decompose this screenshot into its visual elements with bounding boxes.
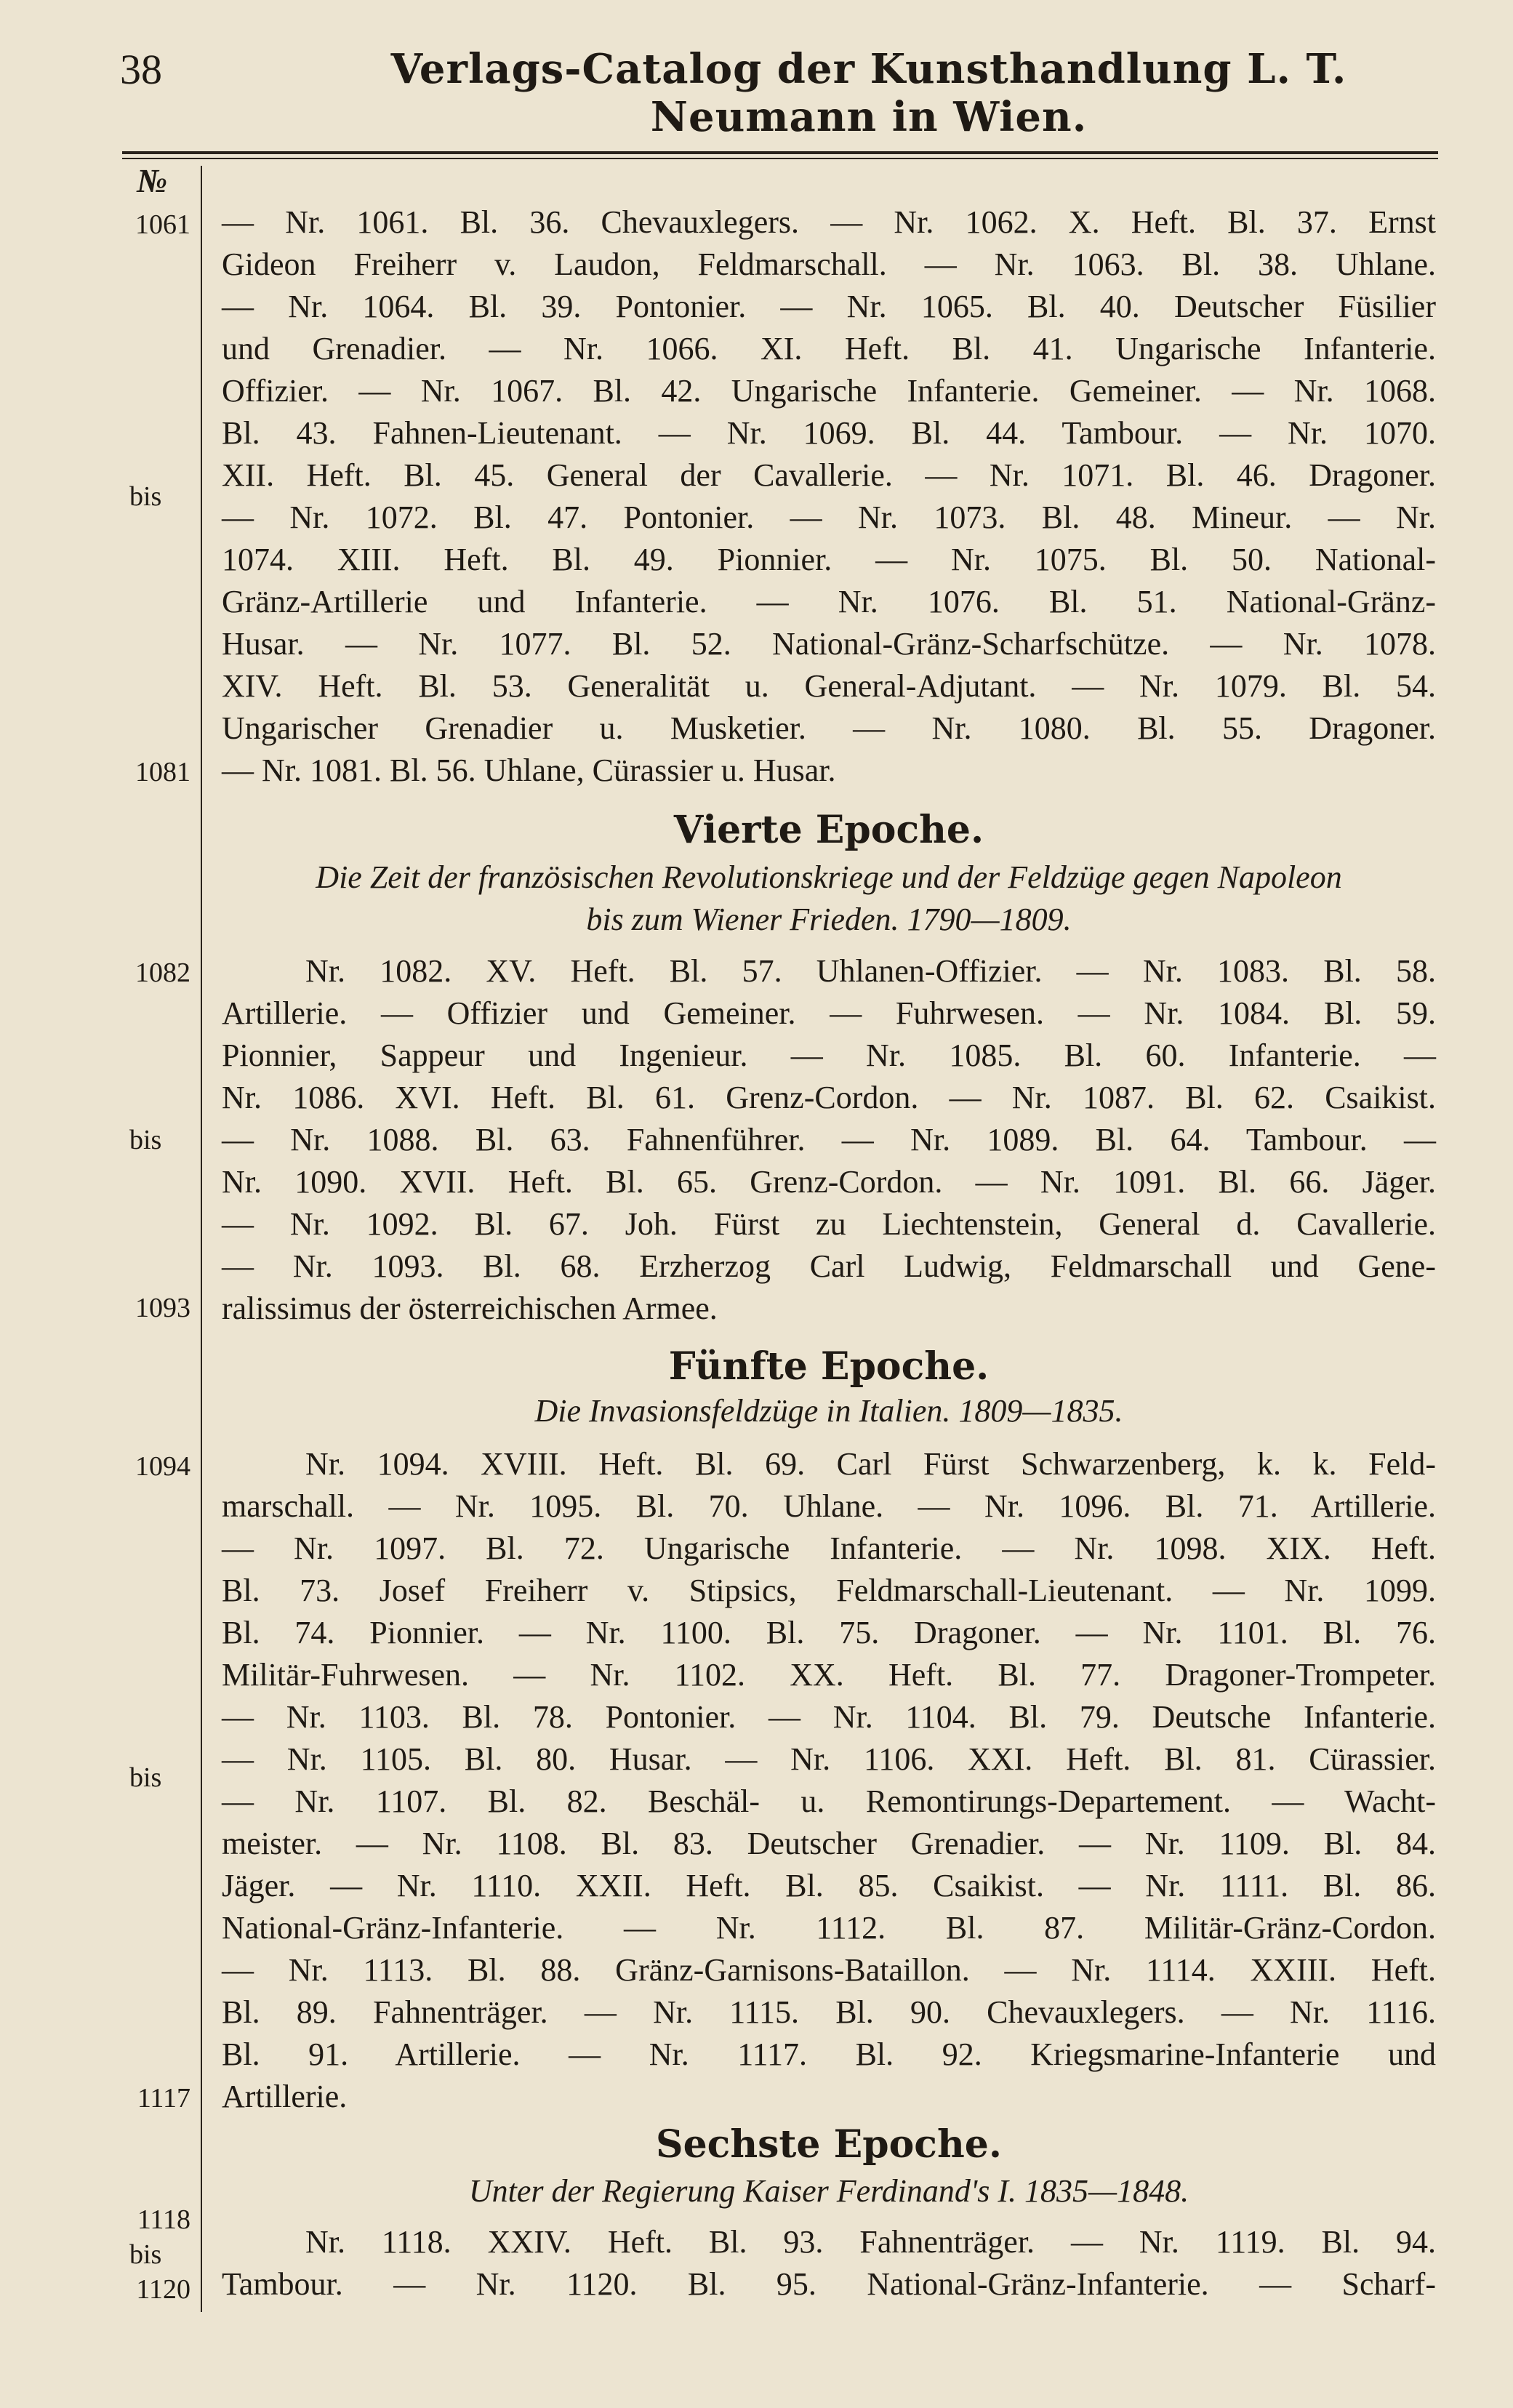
number-column-label: № bbox=[137, 162, 168, 199]
epoch-subtitle: Unter der Regierung Kaiser Ferdinand's I. 1835—1848. bbox=[468, 2173, 1189, 2209]
text-line: meister. — Nr. 1108. Bl. 83. Deutscher Grenadier. — Nr. 1109. Bl. 84. bbox=[222, 1826, 1436, 1861]
text-line: — Nr. 1097. Bl. 72. Ungarische Infanterie. — Nr. 1098. XIX. Heft. bbox=[222, 1530, 1436, 1566]
header-rule-thick bbox=[122, 151, 1438, 154]
text-line: — Nr. 1093. Bl. 68. Erzherzog Carl Ludwig, Feldmarschall und Gene- bbox=[222, 1248, 1436, 1284]
margin-number: 1093 bbox=[135, 1293, 190, 1323]
entries-1061-1081 bbox=[222, 201, 1436, 792]
text-line: Husar. — Nr. 1077. Bl. 52. National-Gränz-Scharfschütze. — Nr. 1078. bbox=[222, 626, 1436, 662]
text-line: Bl. 74. Pionnier. — Nr. 1100. Bl. 75. Dragoner. — Nr. 1101. Bl. 76. bbox=[222, 1615, 1436, 1650]
margin-number: 1120 bbox=[136, 2274, 190, 2305]
text-line: — Nr. 1072. Bl. 47. Pontonier. — Nr. 1073. Bl. 48. Mineur. — Nr. bbox=[222, 499, 1436, 535]
text-line: Gränz-Artillerie und Infanterie. — Nr. 1076. Bl. 51. National-Gränz- bbox=[222, 584, 1436, 619]
text-line: Artillerie. bbox=[222, 2079, 348, 2114]
text-line: — Nr. 1092. Bl. 67. Joh. Fürst zu Liechtenstein, General d. Cavallerie. bbox=[222, 1206, 1436, 1242]
text-line: Nr. 1082. XV. Heft. Bl. 57. Uhlanen-Offizier. — Nr. 1083. Bl. 58. bbox=[305, 953, 1436, 989]
text-line: marschall. — Nr. 1095. Bl. 70. Uhlane. — Nr. 1096. Bl. 71. Artillerie. bbox=[222, 1488, 1436, 1524]
text-line: — Nr. 1113. Bl. 88. Gränz-Garnisons-Bataillon. — Nr. 1114. XXIII. Heft. bbox=[222, 1952, 1436, 1988]
running-head: Verlags-Catalog der Kunsthandlung L. T. Neumann in Wien. bbox=[390, 45, 1347, 141]
text-line: Jäger. — Nr. 1110. XXII. Heft. Bl. 85. Csaikist. — Nr. 1111. Bl. 86. bbox=[222, 1868, 1436, 1903]
text-line: Militär-Fuhrwesen. — Nr. 1102. XX. Heft. Bl. 77. Dragoner-Trompeter. bbox=[222, 1657, 1436, 1693]
page-number: 38 bbox=[120, 46, 162, 93]
epoch-heading: Vierte Epoche. bbox=[673, 808, 984, 852]
text-line: — Nr. 1105. Bl. 80. Husar. — Nr. 1106. XXI. Heft. Bl. 81. Cürassier. bbox=[222, 1741, 1436, 1777]
text-line: — Nr. 1064. Bl. 39. Pontonier. — Nr. 1065. Bl. 40. Deutscher Füsilier bbox=[222, 289, 1436, 324]
text-line: und Grenadier. — Nr. 1066. XI. Heft. Bl. 41. Ungarische Infanterie. bbox=[222, 331, 1436, 366]
entries-1094-1117 bbox=[222, 1443, 1436, 2118]
entries-1118-1120 bbox=[222, 2221, 1436, 2305]
text-line: Tambour. — Nr. 1120. Bl. 95. National-Gränz-Infanterie. — Scharf- bbox=[222, 2266, 1436, 2302]
epoch-heading: Sechste Epoche. bbox=[656, 2122, 1002, 2167]
margin-number: 1061 bbox=[135, 209, 190, 240]
epoch-subtitle: Die Zeit der französischen Revolutionskriege und der Feldzüge gegen Napoleon bbox=[316, 859, 1342, 895]
text-line: Pionnier, Sappeur und Ingenieur. — Nr. 1085. Bl. 60. Infanterie. — bbox=[222, 1038, 1436, 1073]
margin-number: 1118 bbox=[137, 2204, 190, 2235]
margin-number: 1081 bbox=[135, 757, 190, 787]
margin-column-rule bbox=[201, 166, 202, 2312]
text-line: XII. Heft. Bl. 45. General der Cavallerie. — Nr. 1071. Bl. 46. Dragoner. bbox=[222, 457, 1436, 493]
margin-bis: bis bbox=[129, 1762, 162, 1793]
text-line: Bl. 43. Fahnen-Lieutenant. — Nr. 1069. Bl. 44. Tambour. — Nr. 1070. bbox=[222, 415, 1436, 451]
text-line: XIV. Heft. Bl. 53. Generalität u. General-Adjutant. — Nr. 1079. Bl. 54. bbox=[222, 668, 1436, 704]
text-line: — Nr. 1107. Bl. 82. Beschäl- u. Remontirungs-Departement. — Wacht- bbox=[222, 1783, 1436, 1819]
text-line: Bl. 73. Josef Freiherr v. Stipsics, Feldmarschall-Lieutenant. — Nr. 1099. bbox=[222, 1573, 1436, 1608]
text-line: Nr. 1086. XVI. Heft. Bl. 61. Grenz-Cordon. — Nr. 1087. Bl. 62. Csaikist. bbox=[222, 1080, 1436, 1115]
text-line: — Nr. 1088. Bl. 63. Fahnenführer. — Nr. 1089. Bl. 64. Tambour. — bbox=[222, 1122, 1436, 1157]
text-line: Ungarischer Grenadier u. Musketier. — Nr. 1080. Bl. 55. Dragoner. bbox=[222, 710, 1436, 746]
header-rule-thin bbox=[122, 158, 1438, 159]
text-line: — Nr. 1103. Bl. 78. Pontonier. — Nr. 1104. Bl. 79. Deutsche Infanterie. bbox=[222, 1699, 1436, 1735]
margin-number: 1094 bbox=[135, 1451, 190, 1482]
text-line: National-Gränz-Infanterie. — Nr. 1112. Bl. 87. Militär-Gränz-Cordon. bbox=[222, 1910, 1436, 1946]
entries-1082-1093 bbox=[222, 950, 1436, 1330]
margin-bis: bis bbox=[129, 481, 162, 512]
epoch-heading: Fünfte Epoche. bbox=[668, 1344, 990, 1389]
margin-number: 1082 bbox=[135, 958, 190, 988]
margin-number: 1117 bbox=[137, 2083, 190, 2114]
margin-bis: bis bbox=[129, 1125, 162, 1155]
text-line: 1074. XIII. Heft. Bl. 49. Pionnier. — Nr. 1075. Bl. 50. National- bbox=[222, 542, 1436, 577]
text-line: Nr. 1090. XVII. Heft. Bl. 65. Grenz-Cordon. — Nr. 1091. Bl. 66. Jäger. bbox=[222, 1164, 1436, 1200]
text-line: Nr. 1094. XVIII. Heft. Bl. 69. Carl Fürst Schwarzenberg, k. k. Feld- bbox=[305, 1446, 1436, 1482]
epoch-subtitle: bis zum Wiener Frieden. 1790—1809. bbox=[586, 902, 1072, 937]
text-line: Bl. 89. Fahnenträger. — Nr. 1115. Bl. 90. Chevauxlegers. — Nr. 1116. bbox=[222, 1994, 1436, 2030]
page-header bbox=[120, 45, 1436, 141]
text-line: Offizier. — Nr. 1067. Bl. 42. Ungarische Infanterie. Gemeiner. — Nr. 1068. bbox=[222, 373, 1436, 409]
text-line: Gideon Freiherr v. Laudon, Feldmarschall. — Nr. 1063. Bl. 38. Uhlane. bbox=[222, 246, 1436, 282]
epoch-subtitle: Die Invasionsfeldzüge in Italien. 1809—1835. bbox=[534, 1393, 1123, 1429]
margin-bis: bis bbox=[129, 2239, 162, 2270]
text-line: — Nr. 1061. Bl. 36. Chevauxlegers. — Nr. 1062. X. Heft. Bl. 37. Ernst bbox=[222, 204, 1436, 240]
text-line: Artillerie. — Offizier und Gemeiner. — Fuhrwesen. — Nr. 1084. Bl. 59. bbox=[222, 995, 1436, 1031]
text-line: ralissimus der österreichischen Armee. bbox=[222, 1291, 718, 1326]
text-line: — Nr. 1081. Bl. 56. Uhlane, Cürassier u. Husar. bbox=[222, 752, 836, 788]
text-line: Nr. 1118. XXIV. Heft. Bl. 93. Fahnenträger. — Nr. 1119. Bl. 94. bbox=[305, 2224, 1436, 2260]
text-line: Bl. 91. Artillerie. — Nr. 1117. Bl. 92. Kriegsmarine-Infanterie und bbox=[222, 2036, 1436, 2072]
